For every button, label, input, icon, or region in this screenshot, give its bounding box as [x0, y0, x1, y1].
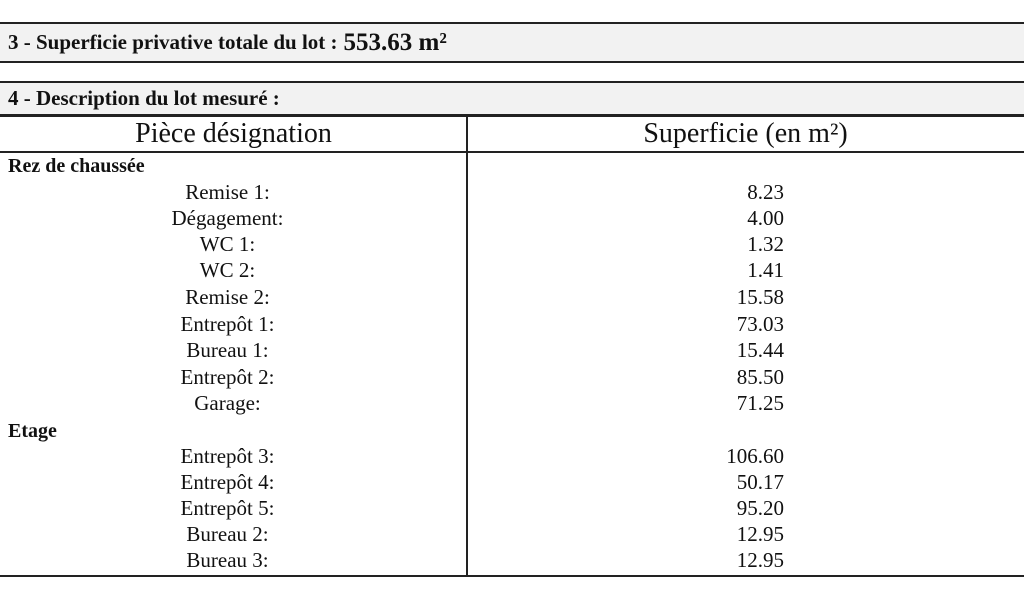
table-row — [0, 258, 1024, 284]
room-name: Dégagement: — [171, 206, 284, 230]
table-row — [0, 391, 1024, 417]
room-area: 12.95 — [736, 548, 784, 572]
room-area: 95.20 — [736, 496, 784, 520]
room-name: Bureau 2: — [186, 522, 269, 546]
room-name: Entrepôt 2: — [180, 365, 275, 389]
room-area: 1.41 — [747, 258, 784, 282]
room-area: 1.32 — [747, 232, 784, 256]
table-row — [0, 548, 1024, 574]
column-header-area: Superficie (en m²) — [467, 117, 1024, 153]
group-heading: Rez de chaussée — [8, 155, 145, 177]
total-area-value: 553.63 m² — [343, 28, 447, 56]
room-area: 12.95 — [736, 522, 784, 546]
section-3-label: 3 - Superficie privative totale du lot : — [8, 30, 338, 54]
table-bottom-border — [0, 575, 1024, 577]
section-3-heading — [0, 22, 1024, 63]
section-4-heading — [0, 81, 1024, 117]
section-4-label: 4 - Description du lot mesuré : — [8, 86, 280, 110]
table-row — [0, 470, 1024, 496]
room-name: Entrepôt 1: — [180, 312, 275, 336]
table-row — [0, 522, 1024, 548]
room-name: Entrepôt 5: — [180, 496, 275, 520]
room-area: 85.50 — [736, 365, 784, 389]
room-name: Remise 1: — [185, 180, 270, 204]
room-area: 73.03 — [736, 312, 784, 336]
table-row — [0, 496, 1024, 522]
room-name: Entrepôt 4: — [180, 470, 275, 494]
room-name: Remise 2: — [185, 285, 270, 309]
table-row — [0, 232, 1024, 258]
room-name: Entrepôt 3: — [180, 444, 275, 468]
room-name: WC 1: — [199, 232, 256, 256]
room-area: 8.23 — [747, 180, 784, 204]
room-area: 15.44 — [736, 338, 784, 362]
table-row — [0, 206, 1024, 232]
table-row — [0, 180, 1024, 206]
room-area: 4.00 — [747, 206, 784, 230]
column-header-room: Pièce désignation — [0, 117, 467, 153]
room-area: 71.25 — [736, 391, 784, 415]
table-row — [0, 338, 1024, 364]
table-row — [0, 444, 1024, 470]
room-name: Bureau 3: — [186, 548, 269, 572]
table-row — [0, 312, 1024, 338]
room-name: Garage: — [194, 391, 261, 415]
room-area: 15.58 — [736, 285, 784, 309]
room-area: 50.17 — [736, 470, 784, 494]
table-row — [0, 285, 1024, 311]
room-name: Bureau 1: — [186, 338, 269, 362]
group-heading: Etage — [8, 420, 57, 442]
room-area: 106.60 — [726, 444, 784, 468]
table-row — [0, 365, 1024, 391]
room-name: WC 2: — [199, 258, 256, 282]
